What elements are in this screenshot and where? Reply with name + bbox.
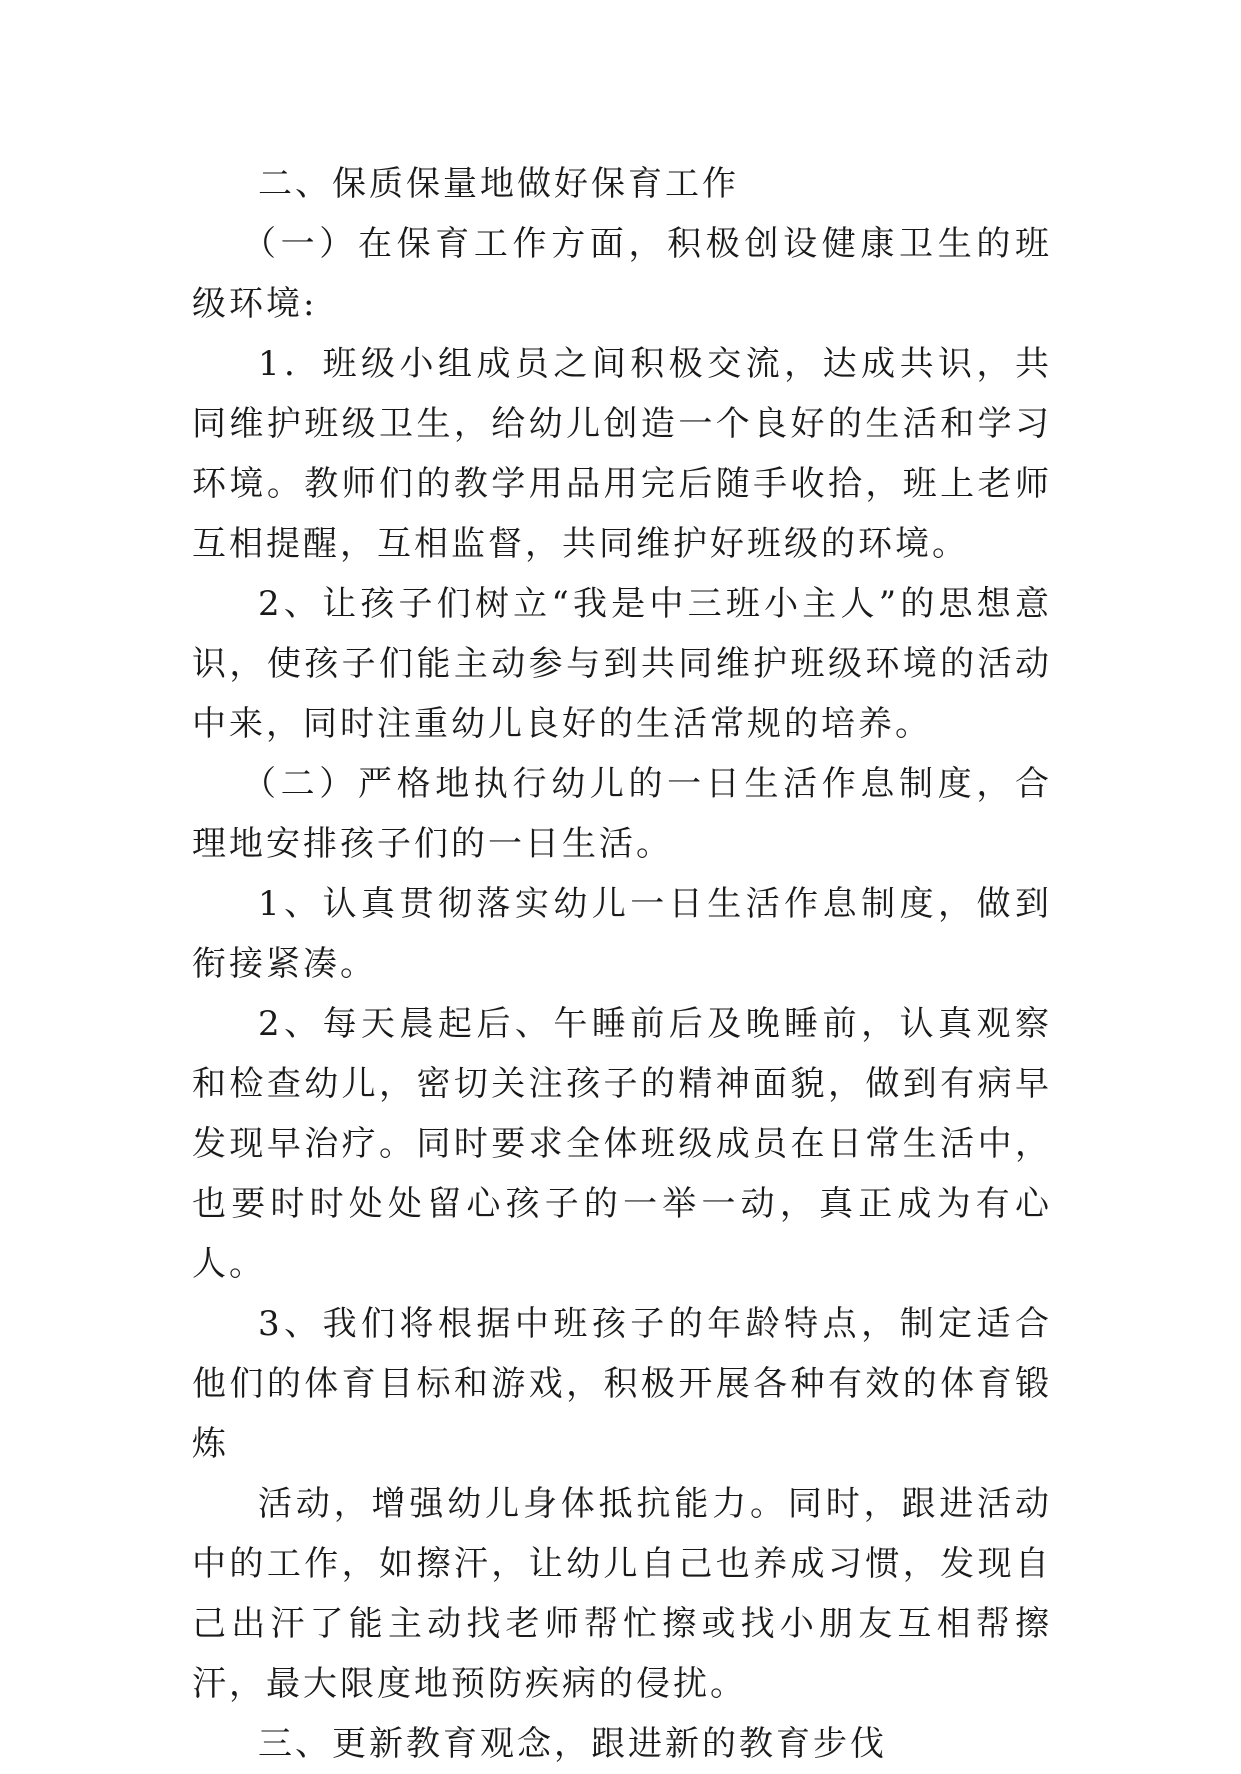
- subsection-heading-1: （一）在保育工作方面，积极创设健康卫生的班级环境:: [192, 224, 1052, 324]
- paragraph-item-2-3b: 活动，增强幼儿身体抵抗能力。同时，跟进活动中的工作，如擦汗，让幼儿自己也养成习惯，发现自己出汗了能主动找老师帮忙擦或找小朋友互相帮擦汗，最大限度地预防疾病的侵扰。: [192, 1484, 1052, 1704]
- paragraph-item-1-2: 2、让孩子们树立“我是中三班小主人”的思想意识，使孩子们能主动参与到共同维护班级环境的活动中来，同时注重幼儿良好的生活常规的培养。: [192, 584, 1052, 744]
- subsection-heading-2: （二）严格地执行幼儿的一日生活作息制度，合理地安排孩子们的一日生活。: [192, 764, 1052, 864]
- section-heading-2: 二、保质保量地做好保育工作: [258, 164, 739, 204]
- paragraph-item-1-1: 1．班级小组成员之间积极交流，达成共识，共同维护班级卫生，给幼儿创造一个良好的生活和学习环境。教师们的教学用品用完后随手收拾，班上老师互相提醒，互相监督，共同维护好班级的环境。: [192, 344, 1052, 564]
- document-body: [192, 154, 1052, 1774]
- paragraph-item-2-2: 2、每天晨起后、午睡前后及晚睡前，认真观察和检查幼儿，密切关注孩子的精神面貌，做到有病早发现早治疗。同时要求全体班级成员在日常生活中，也要时时处处留心孩子的一举一动，真正成为有心人。: [192, 1004, 1052, 1284]
- paragraph-item-2-1: 1、认真贯彻落实幼儿一日生活作息制度，做到衔接紧凑。: [192, 884, 1052, 984]
- section-heading-3: 三、更新教育观念，跟进新的教育步伐: [258, 1724, 887, 1764]
- paragraph-item-2-3a: 3、我们将根据中班孩子的年龄特点，制定适合他们的体育目标和游戏，积极开展各种有效的体育锻炼: [192, 1304, 1052, 1464]
